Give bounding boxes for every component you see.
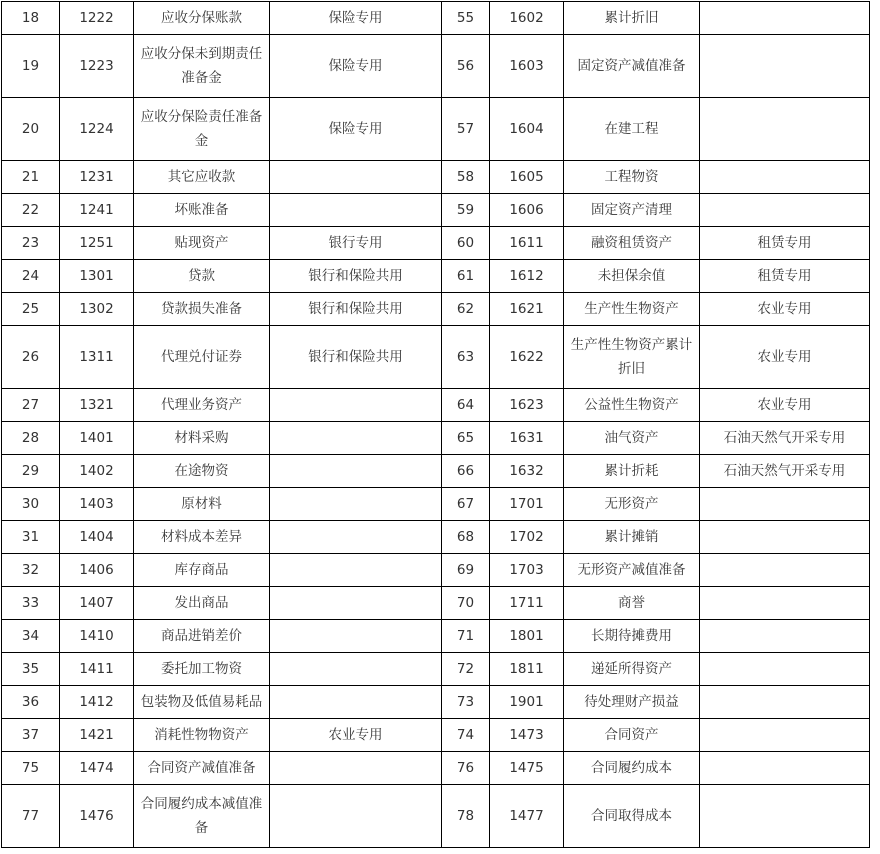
left-account-code: 1403 <box>60 488 134 521</box>
left-account-name: 材料采购 <box>134 422 270 455</box>
table-row <box>2 521 870 554</box>
right-account-code: 1473 <box>490 719 564 752</box>
right-account-name: 累计折旧 <box>564 2 700 35</box>
right-account-note <box>700 521 870 554</box>
table-row <box>2 326 870 389</box>
left-account-name: 其它应收款 <box>134 161 270 194</box>
right-account-name: 生产性生物资产 <box>564 293 700 326</box>
right-account-code: 1711 <box>490 587 564 620</box>
right-account-note <box>700 35 870 98</box>
right-account-name: 固定资产减值准备 <box>564 35 700 98</box>
left-account-code: 1402 <box>60 455 134 488</box>
left-account-note <box>270 752 442 785</box>
right-account-note <box>700 2 870 35</box>
right-account-note <box>700 620 870 653</box>
right-account-name: 合同资产 <box>564 719 700 752</box>
left-account-number: 20 <box>2 98 60 161</box>
left-account-number: 18 <box>2 2 60 35</box>
right-account-name: 累计摊销 <box>564 521 700 554</box>
left-account-note <box>270 785 442 848</box>
left-account-note: 保险专用 <box>270 98 442 161</box>
left-account-code: 1311 <box>60 326 134 389</box>
table-row <box>2 620 870 653</box>
left-account-number: 28 <box>2 422 60 455</box>
left-account-name: 应收分保险责任准备金 <box>134 98 270 161</box>
left-account-number: 32 <box>2 554 60 587</box>
right-account-number: 65 <box>442 422 490 455</box>
right-account-code: 1621 <box>490 293 564 326</box>
left-account-note <box>270 620 442 653</box>
left-account-number: 35 <box>2 653 60 686</box>
left-account-name: 代理兑付证券 <box>134 326 270 389</box>
right-account-note: 农业专用 <box>700 389 870 422</box>
right-account-note: 农业专用 <box>700 326 870 389</box>
left-account-code: 1222 <box>60 2 134 35</box>
left-account-name: 原材料 <box>134 488 270 521</box>
right-account-code: 1604 <box>490 98 564 161</box>
left-account-note: 银行和保险共用 <box>270 293 442 326</box>
table-row <box>2 488 870 521</box>
right-account-note <box>700 653 870 686</box>
table-row <box>2 686 870 719</box>
left-account-number: 30 <box>2 488 60 521</box>
accounts-table <box>1 1 870 848</box>
right-account-note <box>700 785 870 848</box>
left-account-code: 1412 <box>60 686 134 719</box>
right-account-note <box>700 752 870 785</box>
table-row <box>2 455 870 488</box>
left-account-note <box>270 194 442 227</box>
left-account-note: 农业专用 <box>270 719 442 752</box>
right-account-code: 1603 <box>490 35 564 98</box>
left-account-note: 银行专用 <box>270 227 442 260</box>
right-account-name: 生产性生物资产累计折旧 <box>564 326 700 389</box>
right-account-code: 1623 <box>490 389 564 422</box>
right-account-code: 1611 <box>490 227 564 260</box>
right-account-note <box>700 98 870 161</box>
right-account-code: 1702 <box>490 521 564 554</box>
right-account-number: 70 <box>442 587 490 620</box>
left-account-name: 贷款 <box>134 260 270 293</box>
left-account-number: 22 <box>2 194 60 227</box>
left-account-name: 合同履约成本减值准备 <box>134 785 270 848</box>
right-account-name: 商誉 <box>564 587 700 620</box>
table-row <box>2 587 870 620</box>
left-account-number: 21 <box>2 161 60 194</box>
left-account-note <box>270 422 442 455</box>
left-account-number: 75 <box>2 752 60 785</box>
right-account-code: 1602 <box>490 2 564 35</box>
left-account-code: 1410 <box>60 620 134 653</box>
table-row <box>2 194 870 227</box>
left-account-name: 委托加工物资 <box>134 653 270 686</box>
right-account-number: 58 <box>442 161 490 194</box>
left-account-code: 1476 <box>60 785 134 848</box>
left-account-code: 1411 <box>60 653 134 686</box>
left-account-number: 27 <box>2 389 60 422</box>
right-account-number: 55 <box>442 2 490 35</box>
left-account-code: 1474 <box>60 752 134 785</box>
left-account-name: 贷款损失准备 <box>134 293 270 326</box>
right-account-number: 59 <box>442 194 490 227</box>
table-row <box>2 653 870 686</box>
left-account-note <box>270 686 442 719</box>
right-account-name: 公益性生物资产 <box>564 389 700 422</box>
left-account-name: 贴现资产 <box>134 227 270 260</box>
right-account-note <box>700 194 870 227</box>
right-account-note: 租赁专用 <box>700 260 870 293</box>
table-row <box>2 161 870 194</box>
left-account-code: 1224 <box>60 98 134 161</box>
left-account-number: 23 <box>2 227 60 260</box>
table-row <box>2 785 870 848</box>
right-account-number: 62 <box>442 293 490 326</box>
left-account-name: 代理业务资产 <box>134 389 270 422</box>
left-account-code: 1321 <box>60 389 134 422</box>
right-account-code: 1901 <box>490 686 564 719</box>
left-account-number: 26 <box>2 326 60 389</box>
right-account-name: 累计折耗 <box>564 455 700 488</box>
right-account-code: 1475 <box>490 752 564 785</box>
right-account-name: 油气资产 <box>564 422 700 455</box>
left-account-code: 1251 <box>60 227 134 260</box>
right-account-number: 63 <box>442 326 490 389</box>
left-account-name: 坏账准备 <box>134 194 270 227</box>
right-account-code: 1632 <box>490 455 564 488</box>
left-account-number: 24 <box>2 260 60 293</box>
right-account-number: 74 <box>442 719 490 752</box>
left-account-name: 商品进销差价 <box>134 620 270 653</box>
accounts-table-body <box>2 2 870 848</box>
table-row <box>2 422 870 455</box>
left-account-number: 29 <box>2 455 60 488</box>
left-account-code: 1406 <box>60 554 134 587</box>
right-account-code: 1605 <box>490 161 564 194</box>
table-row <box>2 554 870 587</box>
right-account-note <box>700 488 870 521</box>
right-account-number: 64 <box>442 389 490 422</box>
right-account-code: 1606 <box>490 194 564 227</box>
right-account-name: 工程物资 <box>564 161 700 194</box>
right-account-name: 融资租赁资产 <box>564 227 700 260</box>
left-account-number: 37 <box>2 719 60 752</box>
right-account-number: 61 <box>442 260 490 293</box>
right-account-number: 60 <box>442 227 490 260</box>
left-account-number: 77 <box>2 785 60 848</box>
left-account-note: 保险专用 <box>270 35 442 98</box>
right-account-number: 66 <box>442 455 490 488</box>
left-account-number: 19 <box>2 35 60 98</box>
left-account-number: 33 <box>2 587 60 620</box>
right-account-number: 73 <box>442 686 490 719</box>
right-account-note <box>700 719 870 752</box>
left-account-code: 1223 <box>60 35 134 98</box>
right-account-name: 无形资产减值准备 <box>564 554 700 587</box>
table-row <box>2 752 870 785</box>
left-account-code: 1241 <box>60 194 134 227</box>
left-account-name: 应收分保账款 <box>134 2 270 35</box>
left-account-note <box>270 521 442 554</box>
left-account-number: 36 <box>2 686 60 719</box>
right-account-name: 待处理财产损益 <box>564 686 700 719</box>
table-row <box>2 719 870 752</box>
left-account-number: 25 <box>2 293 60 326</box>
left-account-note <box>270 161 442 194</box>
left-account-note: 保险专用 <box>270 2 442 35</box>
right-account-code: 1622 <box>490 326 564 389</box>
right-account-note: 石油天然气开采专用 <box>700 455 870 488</box>
left-account-name: 包装物及低值易耗品 <box>134 686 270 719</box>
left-account-name: 材料成本差异 <box>134 521 270 554</box>
left-account-name: 库存商品 <box>134 554 270 587</box>
right-account-number: 56 <box>442 35 490 98</box>
table-row <box>2 293 870 326</box>
right-account-name: 长期待摊费用 <box>564 620 700 653</box>
right-account-code: 1701 <box>490 488 564 521</box>
table-row <box>2 98 870 161</box>
right-account-number: 69 <box>442 554 490 587</box>
left-account-code: 1231 <box>60 161 134 194</box>
right-account-code: 1801 <box>490 620 564 653</box>
right-account-code: 1477 <box>490 785 564 848</box>
left-account-number: 34 <box>2 620 60 653</box>
right-account-note: 农业专用 <box>700 293 870 326</box>
right-account-name: 未担保余值 <box>564 260 700 293</box>
right-account-note <box>700 686 870 719</box>
right-account-name: 递延所得资产 <box>564 653 700 686</box>
right-account-name: 无形资产 <box>564 488 700 521</box>
right-account-code: 1811 <box>490 653 564 686</box>
left-account-name: 消耗性物物资产 <box>134 719 270 752</box>
right-account-number: 78 <box>442 785 490 848</box>
right-account-number: 76 <box>442 752 490 785</box>
left-account-code: 1421 <box>60 719 134 752</box>
left-account-code: 1401 <box>60 422 134 455</box>
right-account-note <box>700 587 870 620</box>
right-account-name: 在建工程 <box>564 98 700 161</box>
right-account-name: 合同履约成本 <box>564 752 700 785</box>
right-account-note: 石油天然气开采专用 <box>700 422 870 455</box>
right-account-name: 合同取得成本 <box>564 785 700 848</box>
table-row <box>2 227 870 260</box>
right-account-note <box>700 554 870 587</box>
left-account-code: 1301 <box>60 260 134 293</box>
right-account-code: 1612 <box>490 260 564 293</box>
right-account-code: 1631 <box>490 422 564 455</box>
right-account-note <box>700 161 870 194</box>
table-row <box>2 35 870 98</box>
right-account-number: 72 <box>442 653 490 686</box>
right-account-note: 租赁专用 <box>700 227 870 260</box>
left-account-note: 银行和保险共用 <box>270 260 442 293</box>
left-account-code: 1407 <box>60 587 134 620</box>
left-account-name: 发出商品 <box>134 587 270 620</box>
right-account-number: 67 <box>442 488 490 521</box>
right-account-number: 68 <box>442 521 490 554</box>
left-account-note <box>270 455 442 488</box>
left-account-note <box>270 587 442 620</box>
left-account-name: 应收分保未到期责任准备金 <box>134 35 270 98</box>
left-account-note <box>270 389 442 422</box>
left-account-number: 31 <box>2 521 60 554</box>
right-account-number: 71 <box>442 620 490 653</box>
table-row <box>2 389 870 422</box>
table-row <box>2 260 870 293</box>
left-account-note <box>270 653 442 686</box>
table-row <box>2 2 870 35</box>
left-account-name: 合同资产减值准备 <box>134 752 270 785</box>
left-account-note <box>270 488 442 521</box>
left-account-note: 银行和保险共用 <box>270 326 442 389</box>
left-account-name: 在途物资 <box>134 455 270 488</box>
right-account-name: 固定资产清理 <box>564 194 700 227</box>
right-account-number: 57 <box>442 98 490 161</box>
right-account-code: 1703 <box>490 554 564 587</box>
left-account-note <box>270 554 442 587</box>
left-account-code: 1404 <box>60 521 134 554</box>
left-account-code: 1302 <box>60 293 134 326</box>
